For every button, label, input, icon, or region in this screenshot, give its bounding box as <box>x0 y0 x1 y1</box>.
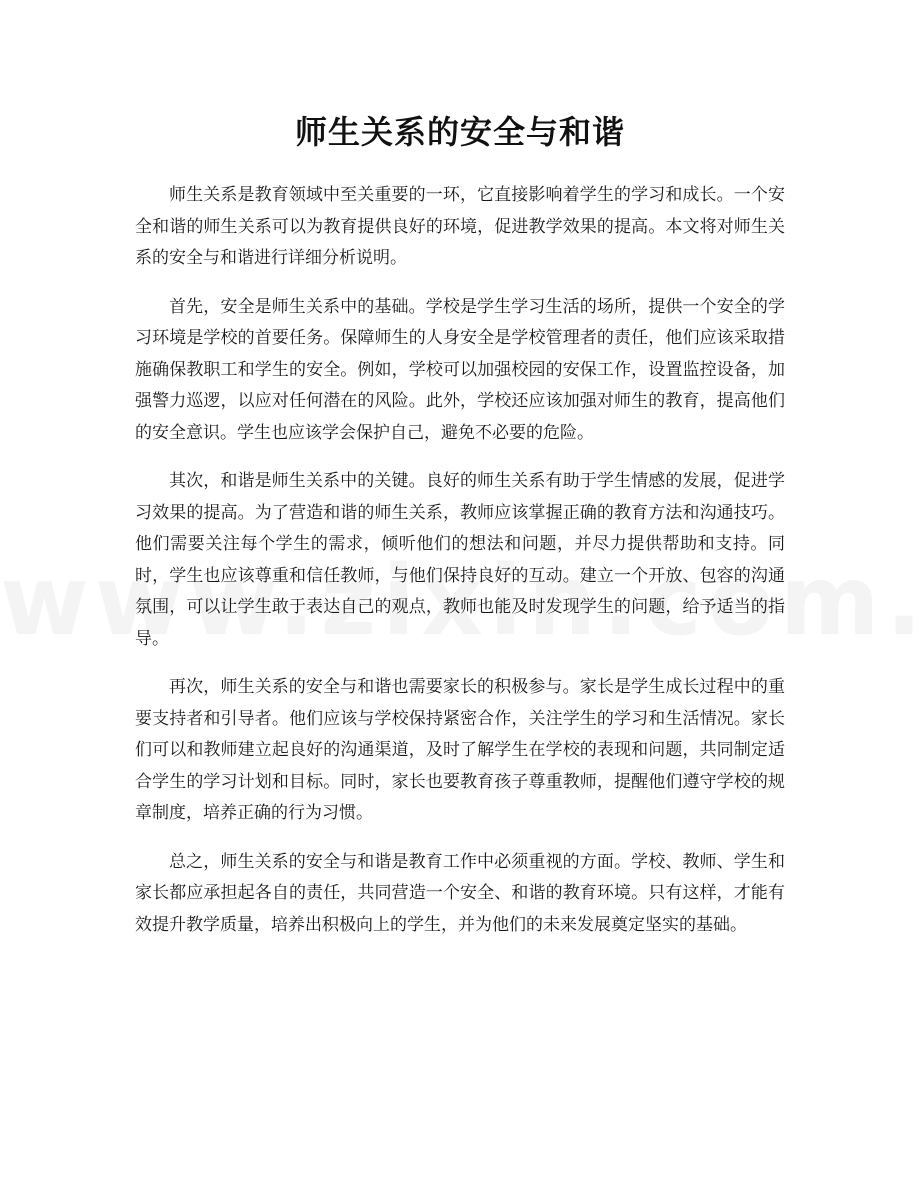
paragraph-conclusion: 总之，师生关系的安全与和谐是教育工作中必须重视的方面。学校、教师、学生和家长都应承担起各自的责任，共同营造一个安全、和谐的教育环境。只有这样，才能有效提升教学质量，培养出积极向上的学生，并为他们的未来发展奠定坚实的基础。 <box>135 851 785 935</box>
document-title: 师生关系的安全与和谐 <box>294 113 625 151</box>
paragraph-intro: 师生关系是教育领域中至关重要的一环，它直接影响着学生的学习和成长。一个安全和谐的师生关系可以为教育提供良好的环境，促进教学效果的提高。本文将对师生关系的安全与和谐进行详细分析说明。 <box>135 185 785 268</box>
paragraph-safety: 首先，安全是师生关系中的基础。学校是学生学习生活的场所，提供一个安全的学习环境是学校的首要任务。保障师生的人身安全是学校管理者的责任，他们应该采取措施确保教职工和学生的安全。例如，学校可以加强校园的安保工作，设置监控设备，加强警力巡逻，以应对任何潜在的风险。此外，学校还应该加强对师生的教育，提高他们的安全意识。学生也应该学会保护自己，避免不必要的危险。 <box>135 296 785 443</box>
paragraph-parents: 再次，师生关系的安全与和谐也需要家长的积极参与。家长是学生成长过程中的重要支持者和引导者。他们应该与学校保持紧密合作，关注学生的学习和生活情况。家长们可以和教师建立起良好的沟通渠道，及时了解学生在学校的表现和问题，共同制定适合学生的学习计划和目标。同时，家长也要教育孩子尊重教师，提醒他们遵守学校的规章制度，培养正确的行为习惯。 <box>135 677 785 823</box>
paragraph-harmony: 其次，和谐是师生关系中的关键。良好的师生关系有助于学生情感的发展，促进学习效果的提高。为了营造和谐的师生关系，教师应该掌握正确的教育方法和沟通技巧。他们需要关注每个学生的需求，倾听他们的想法和问题，并尽力提供帮助和支持。同时，学生也应该尊重和信任教师，与他们保持良好的互动。建立一个开放、包容的沟通氛围，可以让学生敢于表达自己的观点，教师也能及时发现学生的问题，给予适当的指导。 <box>135 471 785 649</box>
document-body <box>135 180 785 958</box>
